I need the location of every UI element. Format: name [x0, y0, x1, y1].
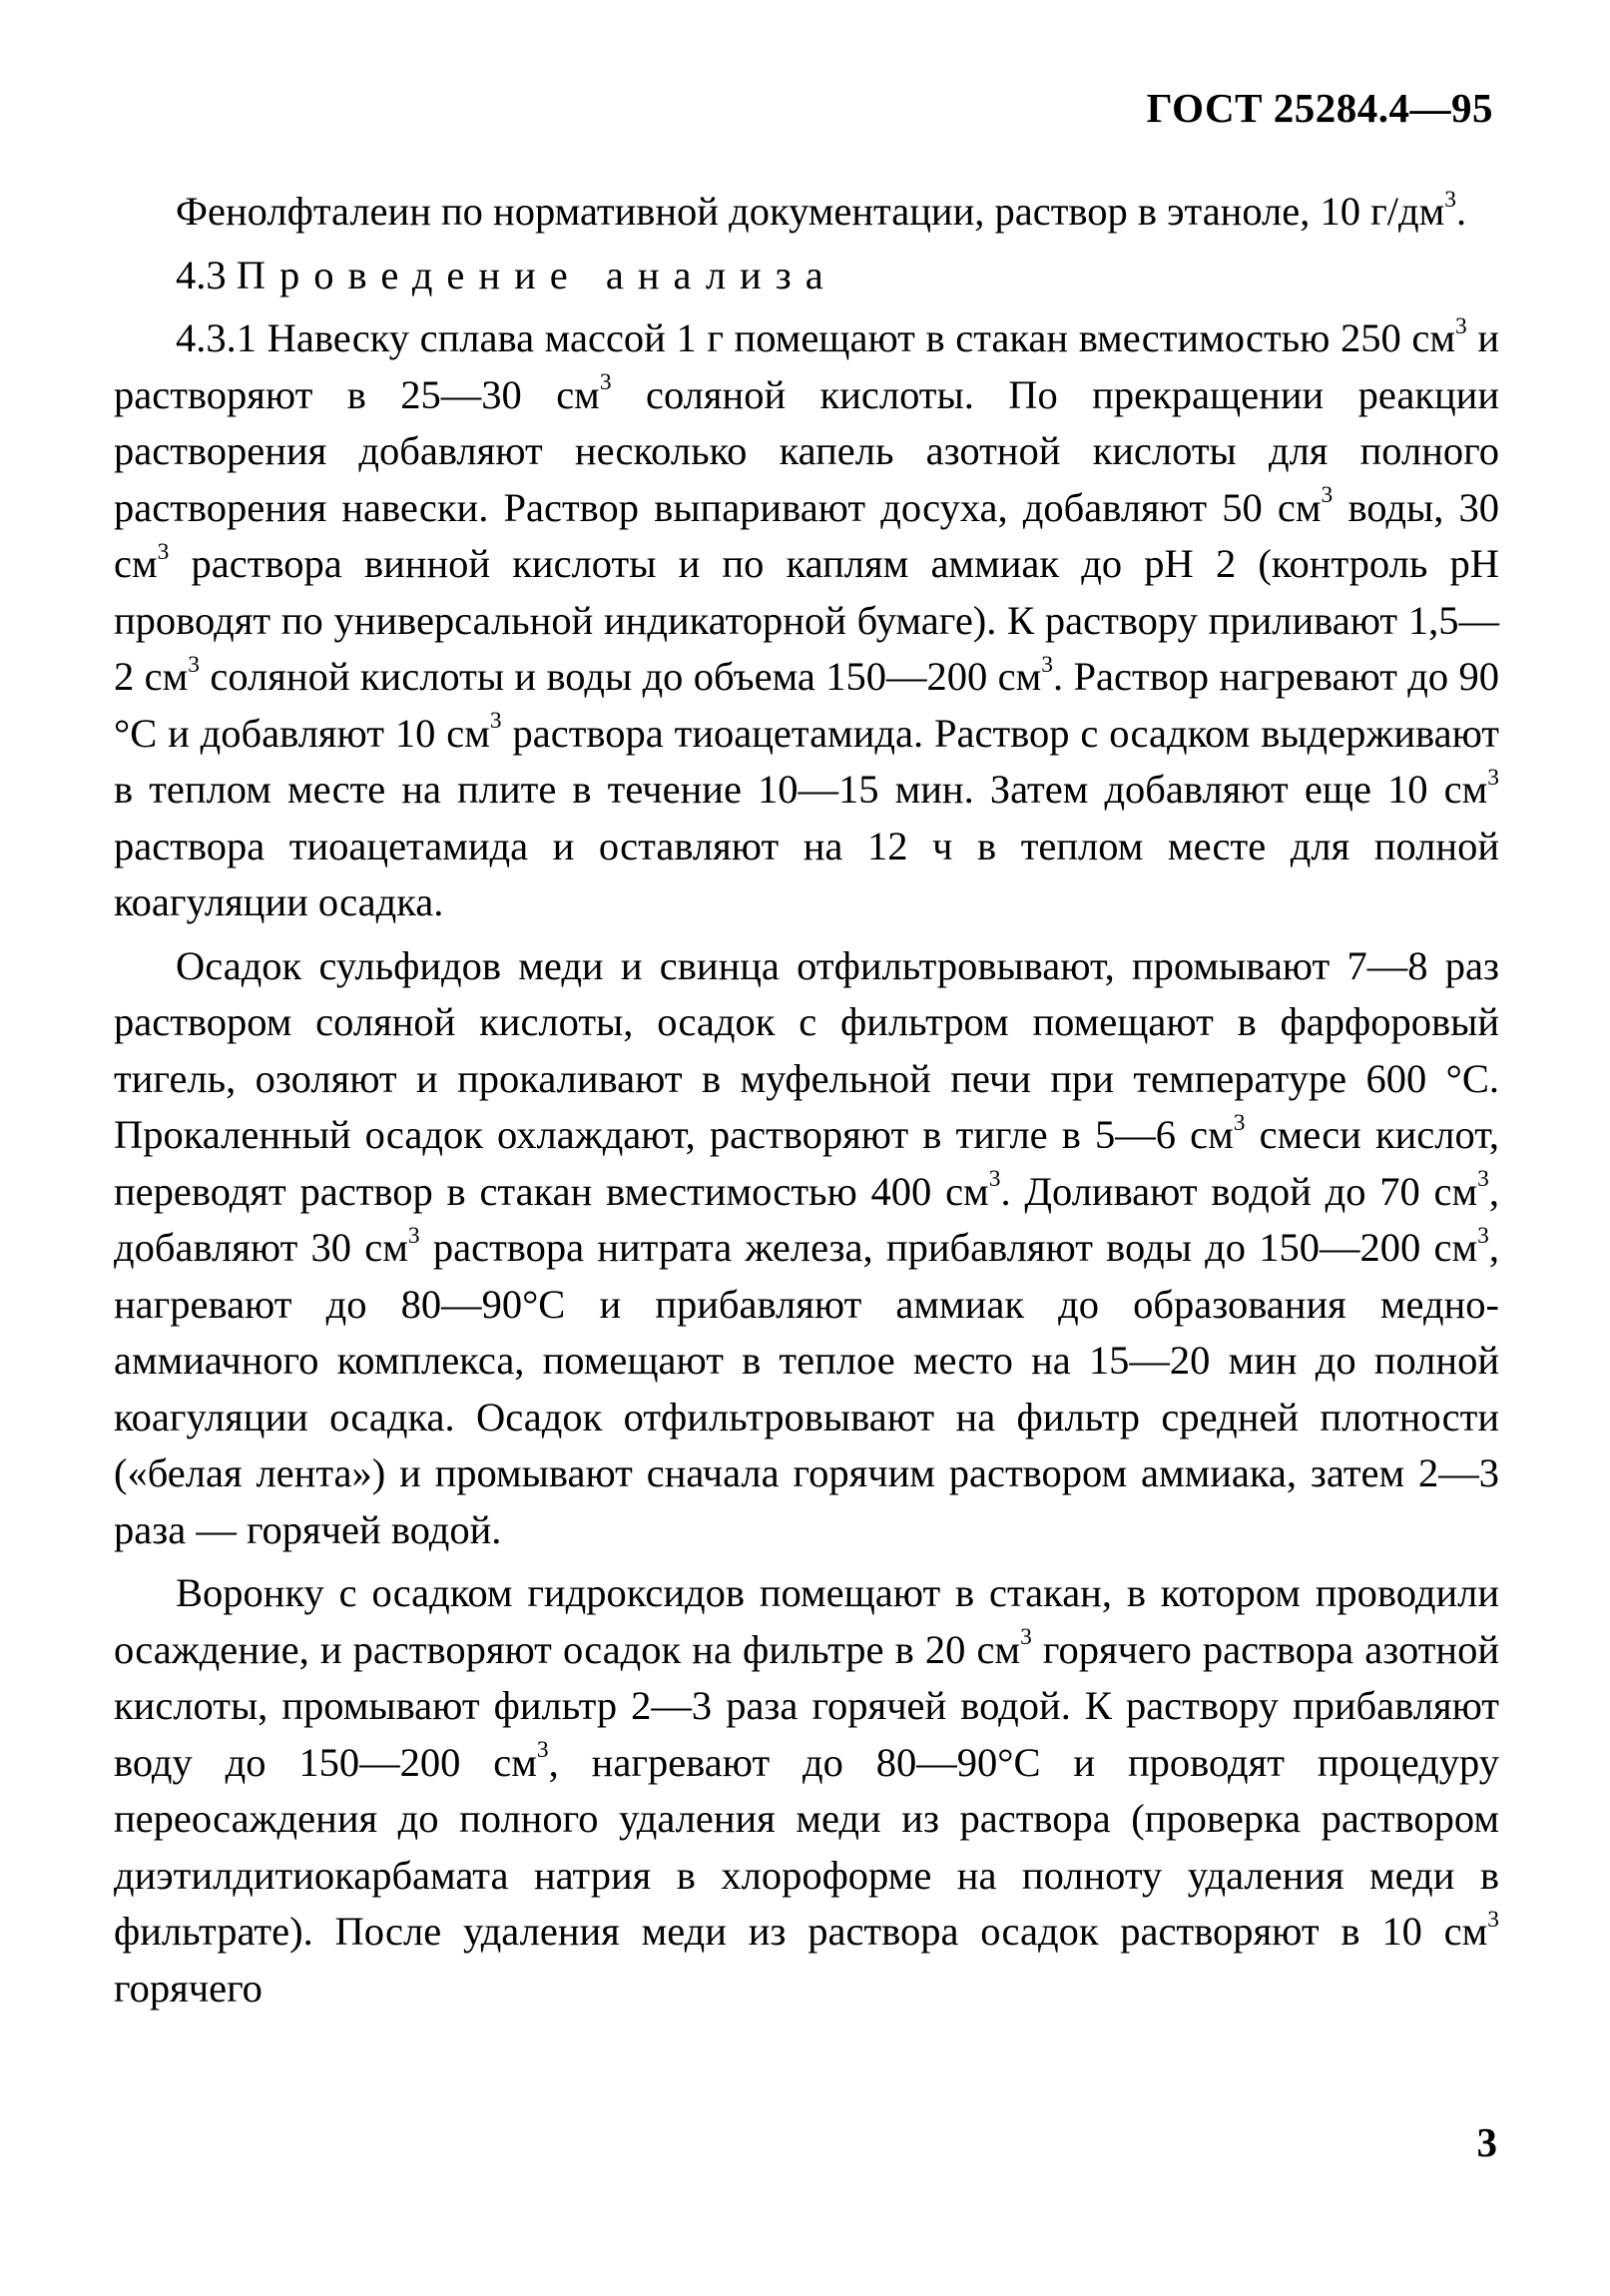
superscript: 3 [536, 1737, 549, 1764]
superscript: 3 [407, 1222, 420, 1249]
text-run: смеси кислот, переводят раствор в стакан вместимостью 400 см [114, 1112, 1499, 1214]
paragraph-sulfide-precipitate [114, 938, 1499, 1559]
paragraph-hydroxide-funnel [114, 1565, 1499, 2016]
text-run: Осадок сульфидов меди и свинца отфильтровывают, промывают 7—8 раз раствором соляной кислоты, осадок с фильтром помещают в фарфоровый тигель, озоляют и прокаливают в муфельной печи при температуре 600 °С. Прокаленный осадок охлаждают, растворяют в тигле в 5—6 см [114, 942, 1499, 1157]
document-body [114, 184, 1499, 2016]
superscript: 3 [1041, 651, 1054, 678]
superscript: 3 [1020, 1624, 1032, 1651]
superscript: 3 [157, 538, 170, 565]
superscript: 3 [988, 1166, 1001, 1193]
text-run: , нагревают до 80—90°С и проводят процедуру переосаждения до полного удаления меди из раствора (проверка раствором диэтилдитиокарбамата натрия в хлороформе на полноту удаления меди в фильтрате). После удаления меди из раствора осадок растворяют в 10 см [114, 1739, 1499, 1954]
superscript: 3 [1321, 482, 1334, 509]
text-run: . Доливают водой до 70 см [1000, 1168, 1478, 1214]
text-run: , нагревают до 80—90°С и прибавляют аммиак до образования медно-аммиачного комплекса, помещают в теплое место на 15—20 мин до полной коагуляции осадка. Осадок отфильтровывают на фильтр средней плотности («белая лента») и промывают сначала горячим раствором аммиака, затем 2—3 раза — горячей водой. [114, 1225, 1499, 1552]
section-number: 4.3 [176, 252, 227, 297]
text-run: 4.3.1 Навеску сплава массой 1 г помещают в стакан вместимостью 250 см [176, 315, 1455, 360]
paragraph-4-3-1 [114, 310, 1499, 931]
text-run: раствора тиоацетамида и оставляют на 12 ч в теплом месте для полной коагуляции осадка. [114, 823, 1499, 924]
text-run: горячего [114, 1965, 263, 2010]
section-heading [114, 248, 1499, 304]
superscript: 3 [599, 369, 612, 396]
text-run: , добавляют 30 см [114, 1168, 1499, 1270]
text-run: и растворяют в 25—30 см [114, 315, 1499, 417]
text-run: раствора тиоацетамида. Раствор с осадком выдерживают в теплом месте на плите в течение 10—15 мин. Затем добавляют еще 10 см [114, 710, 1499, 812]
document-code-header: ГОСТ 25284.4—95 [1146, 85, 1493, 131]
text-run: раствора винной кислоты и по каплям аммиак до рН 2 (контроль рН проводят по универсальной индикаторной бумаге). К раствору приливают 1,5—2 см [114, 541, 1499, 699]
superscript: 3 [1444, 186, 1456, 213]
paragraph-phenolphthalein [114, 184, 1499, 241]
superscript: 3 [1454, 312, 1467, 339]
text-run: раствора нитрата железа, прибавляют воды до 150—200 см [419, 1225, 1478, 1270]
superscript: 3 [489, 708, 502, 735]
text-run: воды, 30 см [114, 484, 1499, 586]
text-run: Фенолфталеин по нормативной документации, раствор в этаноле, 10 г/дм [176, 189, 1445, 234]
superscript: 3 [188, 651, 200, 678]
section-title: Проведение анализа [236, 252, 837, 297]
superscript: 3 [1233, 1109, 1246, 1136]
superscript: 3 [1477, 1222, 1489, 1249]
superscript: 3 [1487, 1906, 1499, 1933]
text-run: горячего раствора азотной кислоты, промывают фильтр 2—3 раза горячей водой. К раствору прибавляют воду до 150—200 см [114, 1626, 1500, 1785]
text-run: . [1455, 189, 1467, 234]
superscript: 3 [1487, 764, 1499, 791]
superscript: 3 [1477, 1166, 1489, 1193]
page-number: 3 [1476, 2119, 1497, 2165]
text-run: соляной кислоты. По прекращении реакции растворения добавляют несколько капель азотной кислоты для полного растворения навески. Раствор выпаривают досуха, добавляют 50 см [114, 371, 1499, 530]
text-run: . Раствор нагревают до 90 °С и добавляют 10 см [114, 654, 1499, 756]
text-run: Воронку с осадком гидроксидов помещают в стакан, в котором проводили осаждение, и растворяют осадок на фильтре в 20 см [114, 1570, 1499, 1672]
text-run: соляной кислоты и воды до объема 150—200 см [199, 654, 1042, 699]
